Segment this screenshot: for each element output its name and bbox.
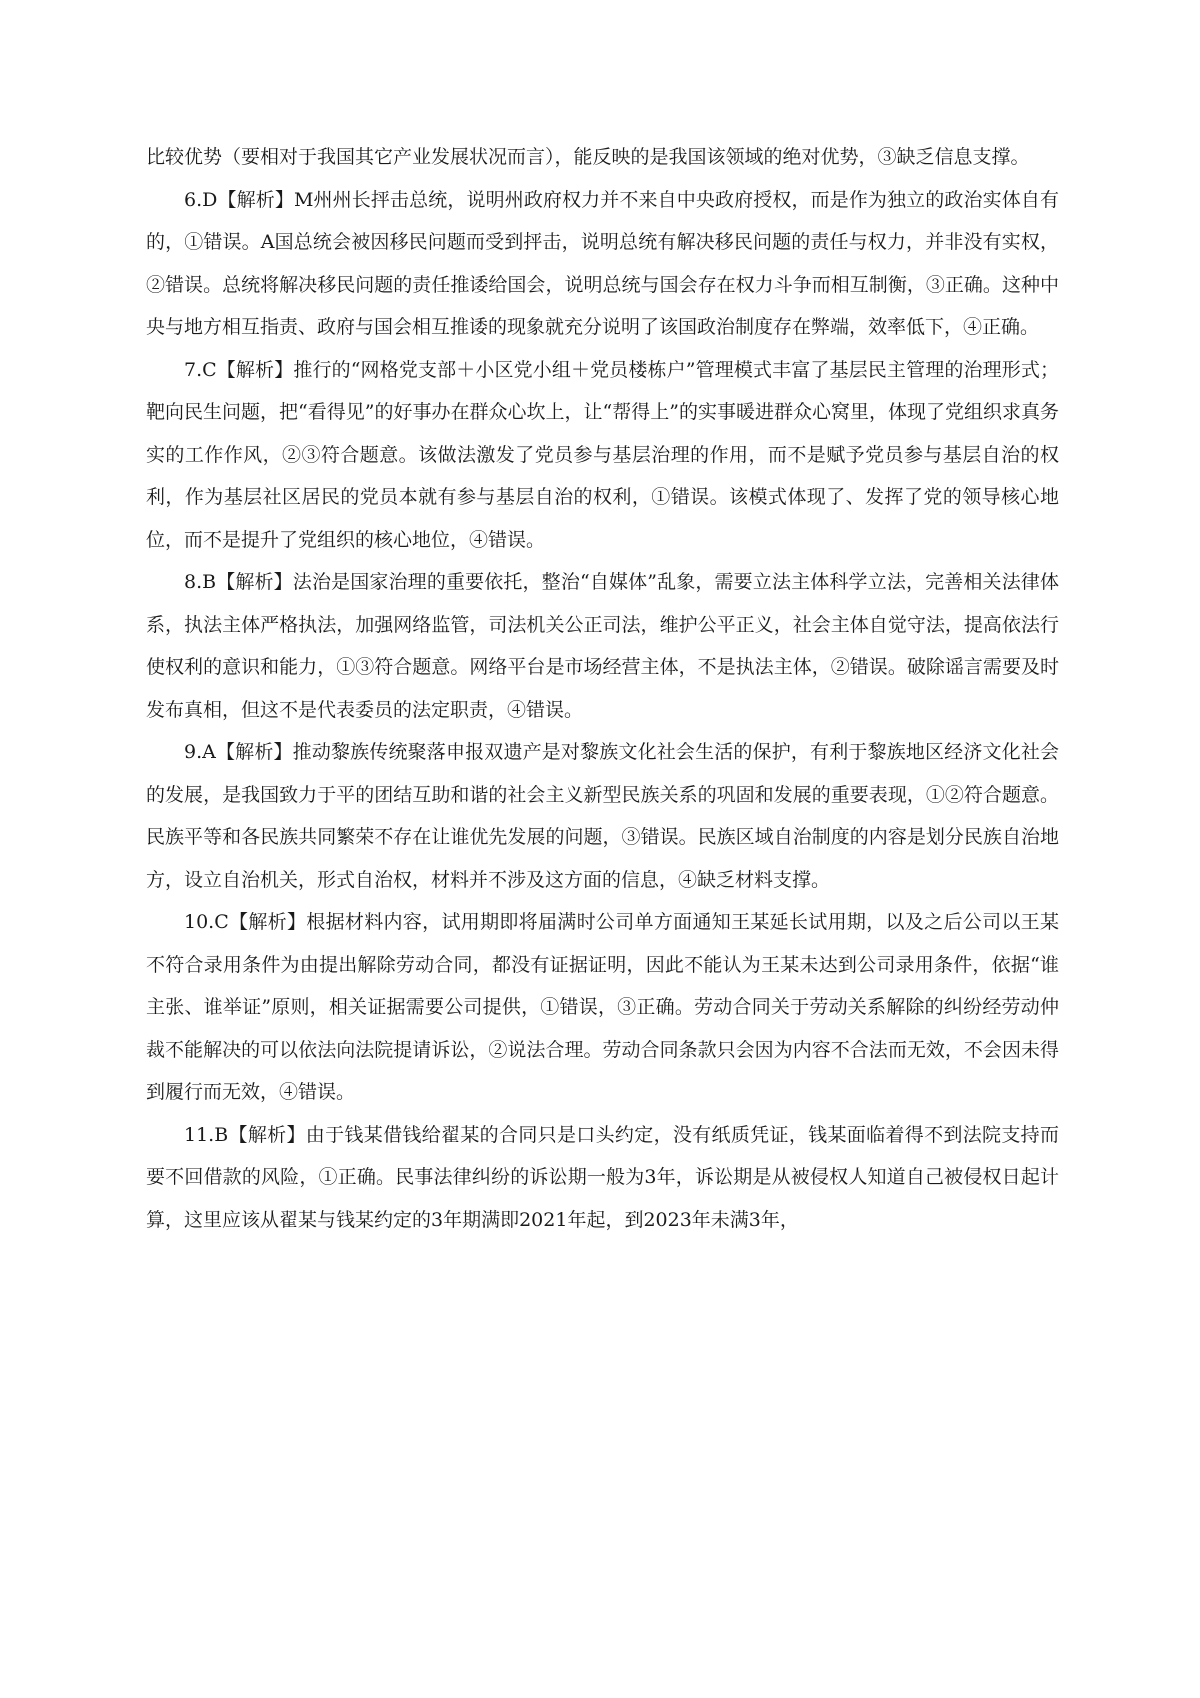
answer-paragraph-6: 6.D【解析】M州州长抨击总统，说明州政府权力并不来自中央政府授权，而是作为独立的政治实体自有的，①错误。A国总统会被因移民问题而受到抨击，说明总统有解决移民问题的责任与权力，并非没有实权，②错误。总统将解决移民问题的责任推诿给国会，说明总统与国会存在权力斗争而相互制衡，③正确。这种中央与地方相互指责、政府与国会相互推诿的现象就充分说明了该国政治制度存在弊端，效率低下，④正确。 — [146, 188, 1059, 338]
answer-paragraph-11: 11.B【解析】由于钱某借钱给翟某的合同只是口头约定，没有纸质凭证，钱某面临着得不到法院支持而要不回借款的风险，①正确。民事法律纠纷的诉讼期一般为3年，诉讼期是从被侵权人知道自己被侵权日起计算，这里应该从翟某与钱某约定的3年期满即2021年起，到2023年未满3年， — [146, 1123, 1059, 1231]
paragraph-continuation: 比较优势（要相对于我国其它产业发展状况而言），能反映的是我国该领域的绝对优势，③缺乏信息支撑。 — [146, 146, 1030, 168]
answer-paragraph-8: 8.B【解析】法治是国家治理的重要依托，整治“自媒体”乱象，需要立法主体科学立法，完善相关法律体系，执法主体严格执法，加强网络监管，司法机关公正司法，维护公平正义，社会主体自觉守法，提高依法行使权利的意识和能力，①③符合题意。网络平台是市场经营主体，不是执法主体，②错误。破除谣言需要及时发布真相，但这不是代表委员的法定职责，④错误。 — [146, 571, 1059, 721]
answer-paragraph-7: 7.C【解析】推行的“网格党支部＋小区党小组＋党员楼栋户”管理模式丰富了基层民主管理的治理形式；靶向民生问题，把“看得见”的好事办在群众心坎上，让“帮得上”的实事暖进群众心窝里，体现了党组织求真务实的工作作风，②③符合题意。该做法激发了党员参与基层治理的作用，而不是赋予党员参与基层自治的权利，作为基层社区居民的党员本就有参与基层自治的权利，①错误。该模式体现了、发挥了党的领导核心地位，而不是提升了党组织的核心地位，④错误。 — [146, 358, 1059, 551]
answer-paragraph-9: 9.A【解析】推动黎族传统聚落申报双遗产是对黎族文化社会生活的保护，有利于黎族地区经济文化社会的发展，是我国致力于平的团结互助和谐的社会主义新型民族关系的巩固和发展的重要表现，①②符合题意。民族平等和各民族共同繁荣不存在让谁优先发展的问题，③错误。民族区域自治制度的内容是划分民族自治地方，设立自治机关，形式自治权，材料并不涉及这方面的信息，④缺乏材料支撑。 — [146, 741, 1059, 891]
document-page — [146, 136, 1059, 1241]
answer-paragraph-10: 10.C【解析】根据材料内容，试用期即将届满时公司单方面通知王某延长试用期，以及之后公司以王某不符合录用条件为由提出解除劳动合同，都没有证据证明，因此不能认为王某未达到公司录用条件，依据“谁主张、谁举证”原则，相关证据需要公司提供，①错误，③正确。劳动合同关于劳动关系解除的纠纷经劳动仲裁不能解决的可以依法向法院提请诉讼，②说法合理。劳动合同条款只会因为内容不合法而无效，不会因未得到履行而无效，④错误。 — [146, 911, 1059, 1103]
